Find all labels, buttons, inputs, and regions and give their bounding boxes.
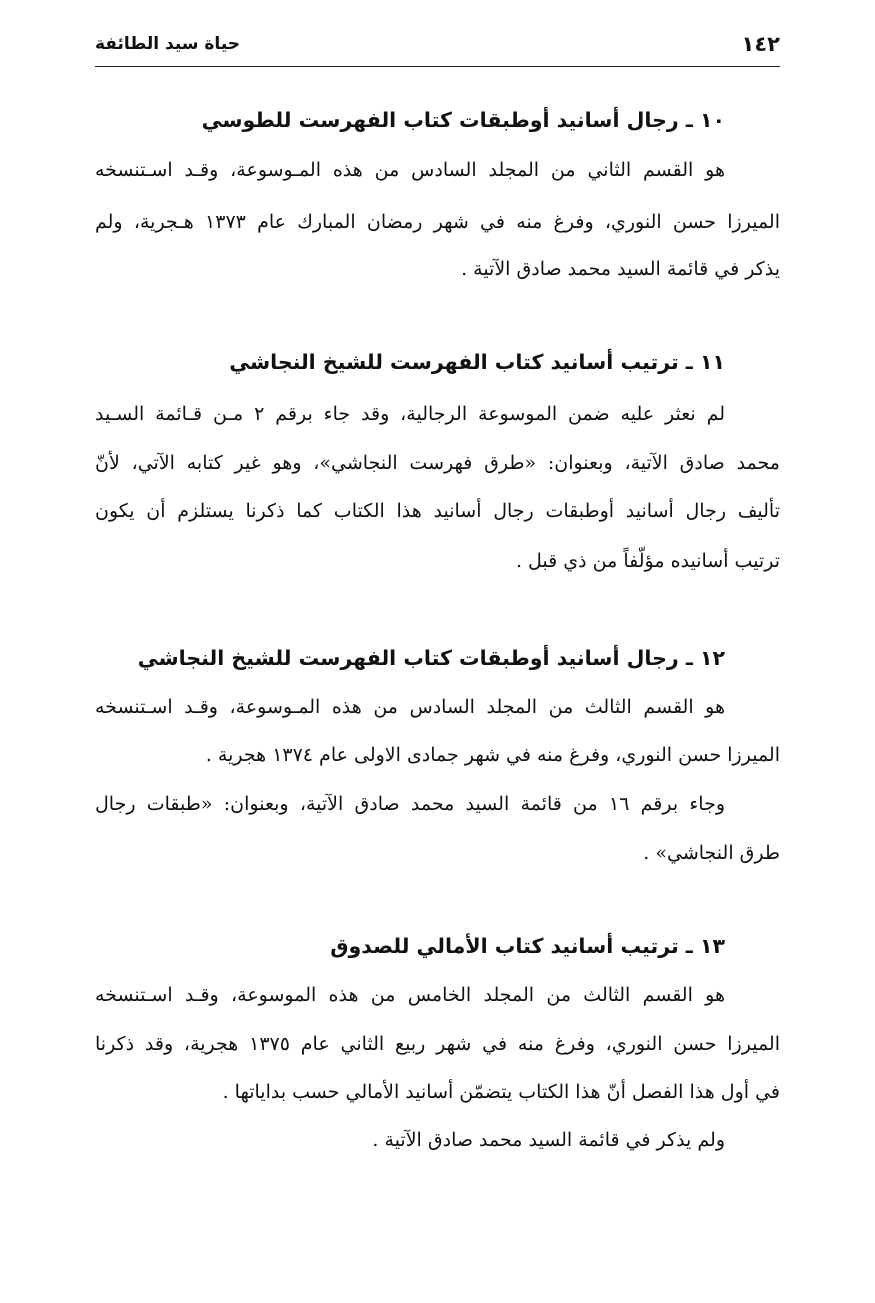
paragraph-line: محمد صادق الآتية، وبعنوان: «طرق فهرست النجاشي»، وهو غير كتابه الآتي، لأنّ <box>95 452 780 474</box>
paragraph-line: يذكر في قائمة السيد محمد صادق الآتية . <box>461 258 780 280</box>
section-heading-11: ١١ ـ ترتيب أسانيد كتاب الفهرست للشيخ النجاشي <box>229 350 725 374</box>
paragraph-line: هو القسم الثالث من المجلد السادس من هذه المـوسوعة، وقـد اسـتنسخه <box>95 696 725 718</box>
paragraph-line: الميرزا حسن النوري، وفرغ منه في شهر جمادى الاولى عام ١٣٧٤ هجرية . <box>205 744 780 766</box>
paragraph-line: وجاء برقم ١٦ من قائمة السيد محمد صادق الآتية، وبعنوان: «طبقات رجال <box>95 793 725 815</box>
page-number: ١٤٢ <box>741 32 780 56</box>
running-title: حياة سيد الطائفة <box>95 34 241 54</box>
paragraph-line: طرق النجاشي» . <box>643 842 780 864</box>
paragraph-line: في أول هذا الفصل أنّ هذا الكتاب يتضمّن أسانيد الأمالي حسب بداياتها . <box>222 1081 780 1103</box>
paragraph-line: ولم يذكر في قائمة السيد محمد صادق الآتية . <box>372 1129 725 1151</box>
paragraph-line: الميرزا حسن النوري، وفرغ منه في شهر ربيع الثاني عام ١٣٧٥ هجرية، وقد ذكرنا <box>95 1033 780 1055</box>
paragraph-line: الميرزا حسن النوري، وفرغ منه في شهر رمضان المبارك عام ١٣٧٣ هـجرية، ولم <box>95 211 780 233</box>
section-heading-12: ١٢ ـ رجال أسانيد أوطبقات كتاب الفهرست للشيخ النجاشي <box>137 646 725 670</box>
paragraph-line: ترتيب أسانيده مؤلّفاً من ذي قبل . <box>515 550 780 572</box>
section-heading-10: ١٠ ـ رجال أسانيد أوطبقات كتاب الفهرست للطوسي <box>201 108 725 132</box>
paragraph-line: هو القسم الثاني من المجلد السادس من هذه المـوسوعة، وقـد اسـتنسخه <box>95 159 725 181</box>
paragraph-line: لم نعثر عليه ضمن الموسوعة الرجالية، وقد جاء برقم ٢ مـن قـائمة السـيد <box>95 403 725 425</box>
section-heading-13: ١٣ ـ ترتيب أسانيد كتاب الأمالي للصدوق <box>330 934 725 958</box>
paragraph-line: تأليف رجال أسانيد أوطبقات رجال أسانيد هذا الكتاب كما ذكرنا يستلزم أن يكون <box>95 500 780 522</box>
running-header <box>95 30 780 67</box>
paragraph-line: هو القسم الثالث من المجلد الخامس من هذه الموسوعة، وقـد اسـتنسخه <box>95 984 725 1006</box>
